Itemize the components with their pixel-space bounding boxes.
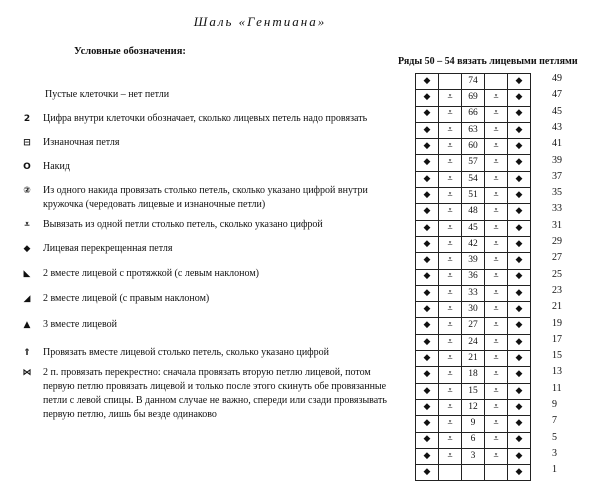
chart-cell: 12 (462, 399, 485, 415)
crossed-knit-icon: ◆ (423, 401, 431, 412)
increase-icon: ⩡ (447, 157, 453, 168)
increase-icon: ⩡ (447, 401, 453, 412)
chart-cell (485, 122, 508, 138)
row-number: 17 (552, 333, 562, 345)
crossed-knit-icon: ◆ (515, 141, 523, 152)
chart-cell (416, 465, 439, 481)
chart-cell (439, 318, 462, 334)
crossed-knit-icon: ◆ (423, 157, 431, 168)
increase-icon: ⩡ (493, 206, 499, 217)
chart-row (416, 155, 531, 171)
crossed-knit-icon: ◆ (423, 385, 431, 396)
increase-icon: ⩡ (493, 450, 499, 461)
row-number: 43 (552, 121, 562, 133)
crossed-knit-icon: ◆ (515, 255, 523, 266)
increase-icon: ⩡ (447, 271, 453, 282)
increase-icon: ⩡ (493, 401, 499, 412)
chart-cell: 33 (462, 285, 485, 301)
increase-icon: ⩡ (493, 157, 499, 168)
legend-text: 3 вместе лицевой (43, 319, 117, 330)
crossed-knit-icon: ◆ (515, 206, 523, 217)
chart-cell (485, 351, 508, 367)
increase-icon: ⩡ (493, 141, 499, 152)
chart-cell (439, 90, 462, 106)
increase-icon: ⩡ (447, 108, 453, 119)
chart-cell (462, 465, 485, 481)
increase-icon: ⩡ (493, 304, 499, 315)
crossed-knit-icon: ◆ (423, 418, 431, 429)
chart-row (416, 399, 531, 415)
row-number: 31 (552, 219, 562, 231)
chart-cell (439, 236, 462, 252)
increase-icon: ⩡ (493, 189, 499, 200)
crossed-knit-icon: ◆ (423, 450, 431, 461)
cross-stitch-icon: ⋈ (22, 368, 32, 378)
crossed-knit-icon: ◆ (515, 352, 523, 363)
chart-cell (439, 383, 462, 399)
row-number: 29 (552, 236, 562, 247)
increase-icon: ⩡ (447, 352, 453, 363)
increase-icon: ⩡ (447, 336, 453, 347)
chart-cell (439, 285, 462, 301)
increase-icon: ⩡ (447, 418, 453, 429)
crossed-knit-icon: ◆ (423, 141, 431, 152)
chart-cell (416, 204, 439, 220)
chart-cell (416, 302, 439, 318)
increase-icon: ⩡ (493, 108, 499, 119)
chart-cell (508, 318, 531, 334)
triple-decrease-icon: ▲ (23, 320, 31, 330)
crossed-knit-icon: ◆ (423, 434, 431, 445)
chart-cell (485, 220, 508, 236)
crossed-knit-icon: ◆ (515, 369, 523, 380)
chart-cell (485, 106, 508, 122)
increase-icon: ⩡ (493, 369, 499, 380)
chart-cell: 54 (462, 171, 485, 187)
number: 2 (23, 114, 31, 124)
crossed-knit-icon: ◆ (515, 124, 523, 135)
chart-cell: 27 (462, 318, 485, 334)
chart-cell (439, 351, 462, 367)
crossed-knit-icon: ◆ (515, 320, 523, 331)
chart-cell (439, 269, 462, 285)
chart-cell (485, 399, 508, 415)
increase-icon: ⩡ (493, 418, 499, 429)
chart-cell (416, 155, 439, 171)
row-number: 25 (552, 268, 562, 280)
increase-icon: ⩡ (493, 222, 499, 233)
legend-text: 2 вместе лицевой (с правым наклоном) (43, 293, 210, 304)
chart-cell (485, 171, 508, 187)
legend-text: 2 п. провязать перекрестно: сначала провязать вторую петлю лицевой, потом первую петлю провязать лицевой и только после этого скинуть обе провязанные петли с левой спицы. В данном случае не важно, спереди или сзади провязывать первую петлю, лишь бы везде одинаково (43, 367, 387, 420)
row-number: 23 (552, 284, 562, 296)
increase-icon: ⩡ (447, 385, 453, 396)
legend-text: Изнаночная петля (43, 137, 120, 148)
chart-cell (485, 302, 508, 318)
chart-row (416, 302, 531, 318)
chart-cell (439, 416, 462, 432)
increase-icon: ⩡ (493, 271, 499, 282)
row-number: 41 (552, 138, 562, 150)
row-number: 39 (552, 154, 562, 166)
chart-cell (439, 122, 462, 138)
chart-row (416, 139, 531, 155)
legend-title: Условные обозначения: (74, 46, 186, 57)
chart-cell (485, 139, 508, 155)
chart-cell: 51 (462, 188, 485, 204)
chart-cell (508, 334, 531, 350)
crossed-knit-icon: ◆ (423, 271, 431, 282)
chart-cell: 15 (462, 383, 485, 399)
chart-cell (416, 432, 439, 448)
chart-cell (508, 367, 531, 383)
chart-row (416, 416, 531, 432)
chart-cell (508, 155, 531, 171)
right-decrease-icon: ◢ (23, 294, 31, 304)
crossed-knit-icon: ◆ (515, 385, 523, 396)
chart-cell: 36 (462, 269, 485, 285)
chart-cell: 39 (462, 253, 485, 269)
chart-cell (439, 139, 462, 155)
row-number: 27 (552, 252, 562, 264)
legend-text: Из одного накида провязать столько петель, сколько указано цифрой внутри кружочка (чередовать лицевые и изнаночные петли) (43, 185, 368, 210)
chart-cell (508, 383, 531, 399)
chart-cell: 30 (462, 302, 485, 318)
chart-cell (508, 269, 531, 285)
chart-cell (416, 351, 439, 367)
chart-cell (439, 465, 462, 481)
row-number: 5 (552, 431, 557, 443)
chart-cell: 48 (462, 204, 485, 220)
yarn-over-icon: O (23, 162, 31, 172)
crossed-knit-icon: ◆ (423, 336, 431, 347)
chart-cell (485, 448, 508, 464)
chart-row (416, 90, 531, 106)
crossed-knit-icon: ◆ (423, 467, 431, 478)
chart-cell (508, 106, 531, 122)
chart-cell (416, 383, 439, 399)
legend-text: Провязать вместе лицевой столько петель, сколько указано цифрой (43, 347, 329, 358)
chart-cell: 9 (462, 416, 485, 432)
increase-icon: ⩡ (493, 385, 499, 396)
chart-cell (508, 399, 531, 415)
crossed-knit-icon: ◆ (423, 320, 431, 331)
chart-cell (416, 269, 439, 285)
chart-cell (439, 188, 462, 204)
chart-row (416, 253, 531, 269)
crossed-knit-icon: ◆ (515, 450, 523, 461)
increase-icon: ⩡ (493, 173, 499, 184)
increase-icon: ⩡ (493, 336, 499, 347)
chart-cell (439, 253, 462, 269)
chart-row (416, 448, 531, 464)
chart-cell (439, 204, 462, 220)
row-number: 11 (552, 382, 562, 394)
chart-cell (485, 318, 508, 334)
chart-cell (439, 74, 462, 90)
increase-icon: ⩡ (493, 124, 499, 135)
crossed-knit-icon: ◆ (515, 189, 523, 200)
chart-cell (508, 285, 531, 301)
chart-cell (508, 188, 531, 204)
crossed-knit-icon: ◆ (515, 238, 523, 249)
crossed-knit-icon: ◆ (423, 369, 431, 380)
chart-cell (485, 334, 508, 350)
chart-row (416, 318, 531, 334)
crossed-knit-icon: ◆ (515, 336, 523, 347)
chart-cell (508, 139, 531, 155)
chart-cell (416, 285, 439, 301)
chart-cell: 24 (462, 334, 485, 350)
increase-icon: ⩡ (493, 287, 499, 298)
crossed-knit-icon: ◆ (515, 271, 523, 282)
row-number: 9 (552, 399, 557, 410)
chart-cell (485, 236, 508, 252)
crossed-knit-icon: ◆ (515, 401, 523, 412)
chart-row (416, 285, 531, 301)
left-decrease-icon: ◣ (23, 269, 31, 279)
increase-icon: ⩡ (447, 141, 453, 152)
crossed-knit-icon: ◆ (423, 92, 431, 103)
chart-cell (508, 416, 531, 432)
chart-cell (416, 367, 439, 383)
chart-row (416, 236, 531, 252)
chart-cell (485, 465, 508, 481)
row-number: 15 (552, 350, 562, 362)
crossed-knit-icon: ◆ (515, 418, 523, 429)
chart-cell (485, 269, 508, 285)
chart-cell (439, 448, 462, 464)
crossed-knit-icon: ◆ (515, 222, 523, 233)
crossed-knit-icon: ◆ (515, 75, 523, 86)
chart-cell (439, 399, 462, 415)
chart-cell (439, 367, 462, 383)
chart-cell (508, 122, 531, 138)
crossed-knit-icon: ◆ (423, 124, 431, 135)
chart-cell (416, 416, 439, 432)
chart-row (416, 334, 531, 350)
chart-cell (416, 253, 439, 269)
crossed-knit-icon: ◆ (515, 434, 523, 445)
chart-cell (416, 399, 439, 415)
crossed-knit-icon: ◆ (515, 108, 523, 119)
increase-icon: ⩡ (447, 92, 453, 103)
chart-cell (416, 236, 439, 252)
increase-icon: ⩡ (447, 173, 453, 184)
crossed-knit-icon: ◆ (423, 222, 431, 233)
chart-cell (508, 465, 531, 481)
chart-cell (439, 106, 462, 122)
chart-cell: 63 (462, 122, 485, 138)
chart-cell (416, 139, 439, 155)
increase-icon: ⩡ (447, 304, 453, 315)
crossed-knit-icon: ◆ (23, 244, 31, 254)
chart-cell: 60 (462, 139, 485, 155)
chart-cell (508, 220, 531, 236)
chart-cell (508, 171, 531, 187)
chart-cell (416, 171, 439, 187)
crossed-knit-icon: ◆ (423, 238, 431, 249)
chart-row (416, 351, 531, 367)
chart-cell (439, 334, 462, 350)
chart-cell (416, 106, 439, 122)
chart-cell: 42 (462, 236, 485, 252)
chart-cell (485, 74, 508, 90)
chart-cell: 45 (462, 220, 485, 236)
chart-row (416, 106, 531, 122)
crossed-knit-icon: ◆ (423, 255, 431, 266)
legend-text: 2 вместе лицевой с протяжкой (с левым наклоном) (43, 268, 259, 279)
chart-cell (508, 236, 531, 252)
increase-icon: ⩡ (447, 238, 453, 249)
chart-cell: 74 (462, 74, 485, 90)
chart-cell (508, 432, 531, 448)
row-number: 33 (552, 203, 562, 215)
crossed-knit-icon: ◆ (515, 467, 523, 478)
increase-icon: ⩡ (493, 92, 499, 103)
chart-row (416, 220, 531, 236)
row-number: 35 (552, 187, 562, 199)
increase-icon: ⩡ (447, 255, 453, 266)
increase-icon: ⩡ (447, 124, 453, 135)
crossed-knit-icon: ◆ (423, 173, 431, 184)
chart-cell (439, 302, 462, 318)
increase-icon: ⩡ (493, 434, 499, 445)
chart-cell (508, 204, 531, 220)
chart-cell (485, 155, 508, 171)
crossed-knit-icon: ◆ (423, 189, 431, 200)
legend-text: Пустые клеточки – нет петли (45, 89, 170, 100)
knitting-chart (415, 73, 531, 481)
page-title: Шаль «Гентиана» (193, 14, 327, 29)
chart-cell (439, 171, 462, 187)
increase-icon: ⩡ (24, 220, 30, 230)
chart-cell (485, 383, 508, 399)
increase-icon: ⩡ (447, 287, 453, 298)
chart-cell (485, 204, 508, 220)
chart-cell: 6 (462, 432, 485, 448)
chart-cell (508, 74, 531, 90)
chart-row (416, 465, 531, 481)
legend-text: Вывязать из одной петли столько петель, сколько указано цифрой (43, 219, 323, 230)
increase-icon: ⩡ (447, 369, 453, 380)
row-number: 45 (552, 105, 562, 117)
chart-cell (508, 253, 531, 269)
chart-cell (485, 253, 508, 269)
chart-cell: 18 (462, 367, 485, 383)
row-number: 1 (552, 464, 557, 476)
chart-row (416, 122, 531, 138)
chart-cell (485, 285, 508, 301)
crossed-knit-icon: ◆ (423, 206, 431, 217)
chart-cell (508, 351, 531, 367)
multi-decrease-icon: ⇑ (23, 348, 31, 358)
crossed-knit-icon: ◆ (423, 75, 431, 86)
chart-cell (439, 155, 462, 171)
chart-cell (416, 122, 439, 138)
crossed-knit-icon: ◆ (423, 108, 431, 119)
increase-icon: ⩡ (493, 352, 499, 363)
chart-row (416, 432, 531, 448)
chart-cell: 3 (462, 448, 485, 464)
circled-number-icon: ② (23, 186, 31, 196)
row-number: 13 (552, 366, 562, 378)
legend-text: Цифра внутри клеточки обозначает, сколько лицевых петель надо провязать (43, 113, 368, 124)
chart-cell: 66 (462, 106, 485, 122)
increase-icon: ⩡ (447, 206, 453, 217)
row-number: 21 (552, 301, 562, 313)
crossed-knit-icon: ◆ (515, 304, 523, 315)
row-number: 47 (552, 89, 562, 101)
crossed-knit-icon: ◆ (423, 304, 431, 315)
chart-cell (416, 220, 439, 236)
row-number: 19 (552, 317, 562, 329)
chart-cell (416, 90, 439, 106)
chart-cell (416, 74, 439, 90)
increase-icon: ⩡ (447, 222, 453, 233)
crossed-knit-icon: ◆ (515, 173, 523, 184)
chart-cell (439, 432, 462, 448)
chart-cell (485, 367, 508, 383)
row-number: 37 (552, 170, 562, 182)
chart-cell (508, 302, 531, 318)
chart-cell (416, 318, 439, 334)
increase-icon: ⩡ (447, 189, 453, 200)
chart-row (416, 171, 531, 187)
chart-row (416, 74, 531, 90)
increase-icon: ⩡ (493, 255, 499, 266)
chart-cell (416, 188, 439, 204)
chart-cell (416, 334, 439, 350)
chart-row (416, 383, 531, 399)
chart-row (416, 188, 531, 204)
legend-text: Накид (43, 161, 70, 172)
increase-icon: ⩡ (493, 238, 499, 249)
chart-row (416, 269, 531, 285)
chart-cell (485, 90, 508, 106)
crossed-knit-icon: ◆ (515, 157, 523, 168)
chart-cell (508, 448, 531, 464)
chart-cell (508, 90, 531, 106)
chart-cell (439, 220, 462, 236)
chart-cell: 69 (462, 90, 485, 106)
chart-cell (416, 448, 439, 464)
purl-icon: ⊟ (23, 138, 31, 148)
chart-cell (485, 432, 508, 448)
row-number: 3 (552, 447, 557, 459)
legend-text: Лицевая перекрещенная петля (43, 243, 173, 254)
row-number: 49 (552, 73, 562, 84)
chart-row (416, 367, 531, 383)
crossed-knit-icon: ◆ (423, 287, 431, 298)
increase-icon: ⩡ (493, 320, 499, 331)
crossed-knit-icon: ◆ (515, 287, 523, 298)
chart-cell: 57 (462, 155, 485, 171)
crossed-knit-icon: ◆ (515, 92, 523, 103)
increase-icon: ⩡ (447, 434, 453, 445)
crossed-knit-icon: ◆ (423, 352, 431, 363)
row-number: 7 (552, 415, 557, 427)
chart-row (416, 204, 531, 220)
increase-icon: ⩡ (447, 320, 453, 331)
rows-note: Ряды 50 – 54 вязать лицевыми петлями (398, 56, 578, 67)
chart-cell (485, 188, 508, 204)
increase-icon: ⩡ (447, 450, 453, 461)
chart-cell: 21 (462, 351, 485, 367)
chart-cell (485, 416, 508, 432)
